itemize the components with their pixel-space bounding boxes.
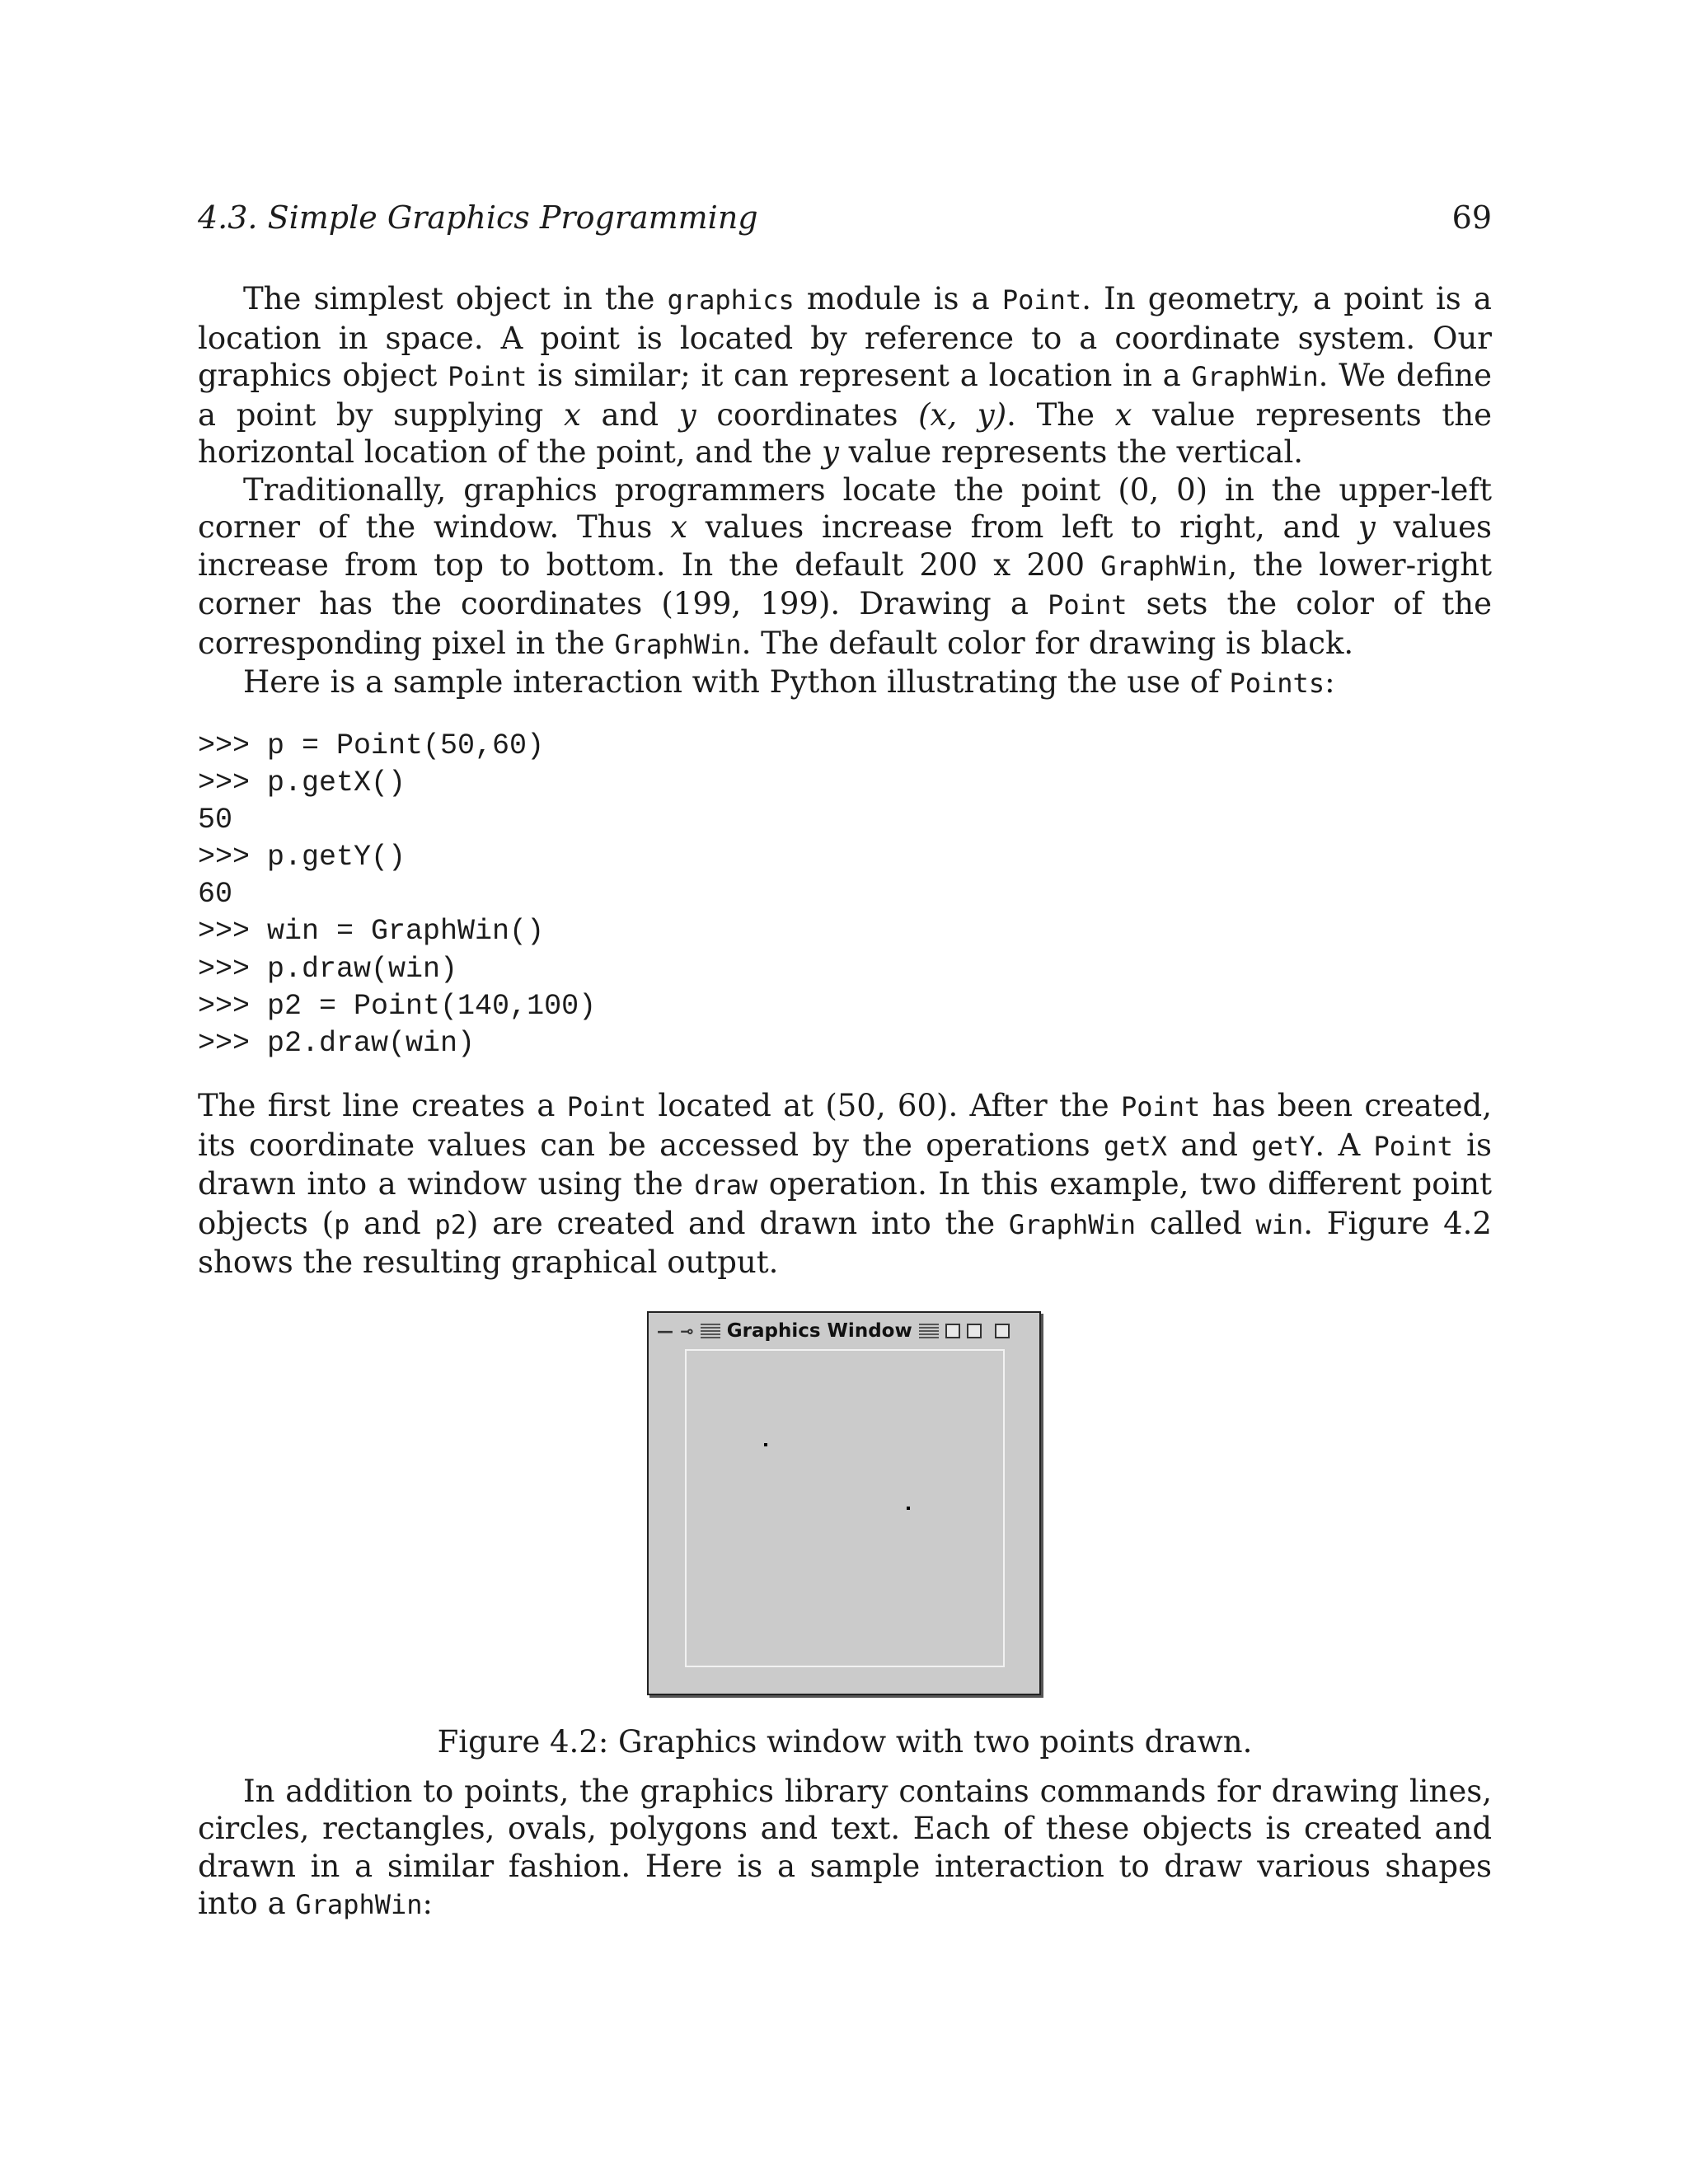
figure-caption: Figure 4.2: Graphics window with two points drawn. <box>437 1723 1253 1760</box>
code-line: >>> win = GraphWin() <box>198 915 545 949</box>
window-titlebar[interactable] <box>657 1318 1031 1344</box>
code-line: >>> p.getX() <box>198 766 406 799</box>
titlebar-grip-icon <box>919 1324 939 1338</box>
graphics-window[interactable] <box>647 1311 1041 1695</box>
figure-4-2 <box>198 1311 1492 1773</box>
code-line: >>> p2 = Point(140,100) <box>198 989 597 1023</box>
code-listing <box>198 728 1492 1063</box>
section-title: 4.3. Simple Graphics Programming <box>198 199 758 236</box>
code-line: >>> p2.draw(win) <box>198 1027 476 1060</box>
paragraph-points-intro: The simplest object in the graphics module is a Point. In geometry, a point is a location in space. A point is located by reference to a coordinate system. Our graphics object Point is similar; it can represent a location in a GraphWin. We define a point by supplying x and y coordinates (x, y). The x value represents the horizontal location of the point, and the y value represents the vertical. <box>198 281 1492 470</box>
drawn-point-1 <box>764 1443 767 1446</box>
window-title: Graphics Window <box>726 1319 912 1342</box>
code-line: 60 <box>198 878 233 912</box>
pin-icon[interactable]: ⊸ <box>680 1320 694 1341</box>
code-line: >>> p.getY() <box>198 841 406 874</box>
restore-button-icon[interactable] <box>967 1324 982 1338</box>
page <box>198 198 1492 1924</box>
shade-button-icon[interactable] <box>945 1324 960 1338</box>
drawn-point-2 <box>907 1507 910 1510</box>
code-line: >>> p.draw(win) <box>198 952 458 986</box>
titlebar-grip-icon <box>701 1324 720 1338</box>
minimize-dash-icon[interactable]: — <box>657 1320 673 1341</box>
code-line: >>> p = Point(50,60) <box>198 729 545 762</box>
paragraph-explanation: The first line creates a Point located at (50, 60). After the Point has been created, its coordinate values can be accessed by the operations getX and getY. A Point is drawn into a window using the draw operation. In this example, two different point objects (p and p2) are created and drawn into the GraphWin called win. Figure 4.2 shows the resulting graphical output. <box>198 1088 1492 1281</box>
maximize-button-icon[interactable] <box>995 1324 1010 1338</box>
code-line: 50 <box>198 803 233 837</box>
paragraph-sample-intro: Here is a sample interaction with Python illustrating the use of Points: <box>243 664 1335 700</box>
graphwin-canvas[interactable] <box>685 1349 1005 1667</box>
paragraph-shapes-intro: In addition to points, the graphics library contains commands for drawing lines, circles, rectangles, ovals, polygons and text. Each of these objects is created and drawn in a similar fashion. Here is a sample interaction to draw various shapes into a GraphWin: <box>198 1773 1492 1922</box>
paragraph-coordinates: Traditionally, graphics programmers locate the point (0, 0) in the upper-left corner of the window. Thus x values increase from left to right, and y values increase from top to bottom. In the default 200 x 200 GraphWin, the lower-right corner has the coordinates (199, 199). Drawing a Point sets the color of the corresponding pixel in the GraphWin. The default color for drawing is black. <box>198 471 1493 661</box>
running-head <box>198 198 1492 237</box>
page-number: 69 <box>1451 199 1492 236</box>
